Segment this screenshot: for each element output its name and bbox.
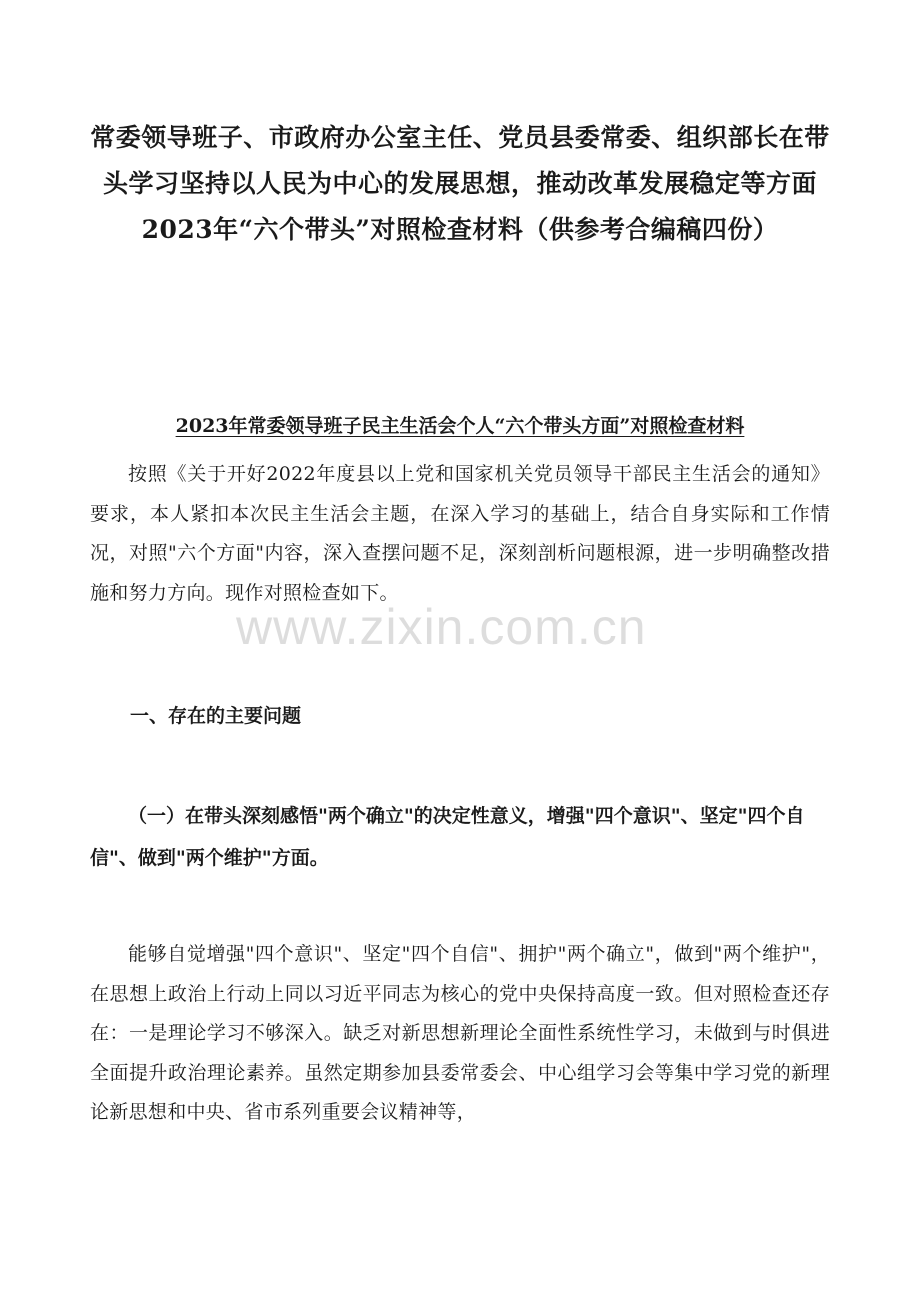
body-paragraph: 能够自觉增强"四个意识"、坚定"四个自信"、拥护"两个确立"，做到"两个维护"，在思想上政治上行动上同以习近平同志为核心的党中央保持高度一致。但对照检查还存在：一是理论学习不够深入。缺乏对新思想新理论全面性系统性学习，未做到与时俱进全面提升政治理论素养。虽然定期参加县委常委会、中心组学习会等集中学习党的新理论新思想和中央、省市系列重要会议精神等， — [90, 943, 830, 1123]
document-title: 常委领导班子、市政府办公室主任、党员县委常委、组织部长在带头学习坚持以人民为中心的发展思想，推动改革发展稳定等方面2023年“六个带头”对照检查材料（供参考合编稿四份） — [90, 123, 830, 244]
intro-paragraph: 按照《关于开好2022年度县以上党和国家机关党员领导干部民主生活会的通知》要求，本人紧扣本次民主生活会主题，在深入学习的基础上，结合自身实际和工作情况，对照"六个方面"内容，深入查摆问题不足，深刻剖析问题根源，进一步明确整改措施和努力方向。现作对照检查如下。 — [90, 463, 830, 604]
watermark: www.zixin.com.cn — [236, 599, 647, 655]
section-heading: 一、存在的主要问题 — [130, 705, 302, 727]
document-subtitle — [90, 410, 830, 442]
subtitle-text: 2023年常委领导班子民主生活会个人“六个带头方面”对照检查材料 — [175, 415, 745, 437]
subsection-heading: （一）在带头深刻感悟"两个确立"的决定性意义，增强"四个意识"、坚定"四个自信"、做到"两个维护"方面。 — [90, 805, 805, 869]
